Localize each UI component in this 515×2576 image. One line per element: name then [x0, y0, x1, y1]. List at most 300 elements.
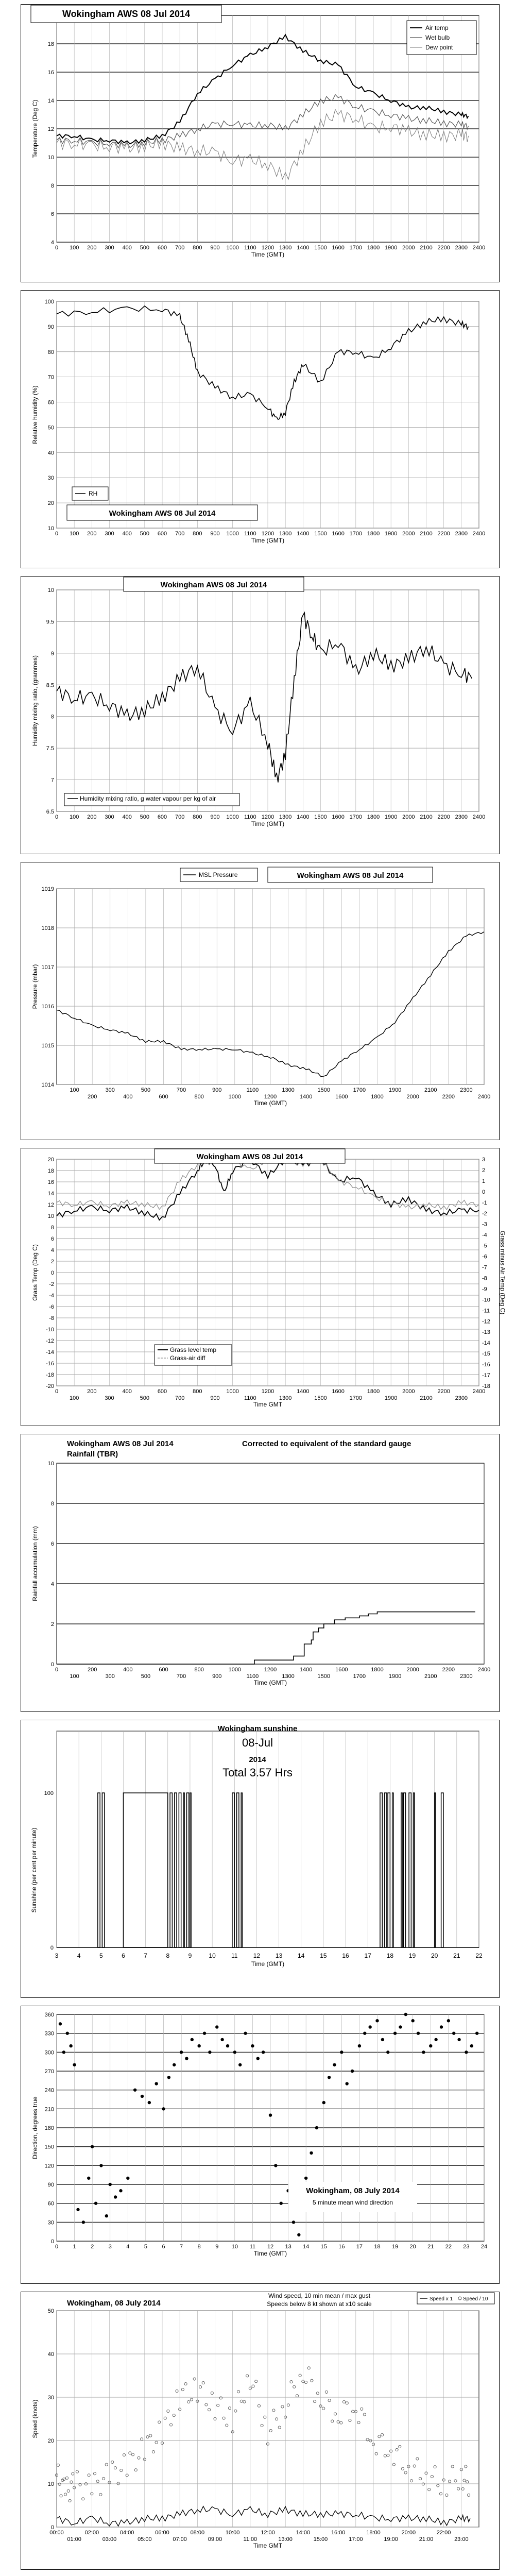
y-tick-label: 90	[47, 2182, 54, 2188]
x-tick-label: 13:00	[278, 2536, 293, 2543]
x-tick-label: 2200	[437, 1388, 450, 1395]
temperature-chart-panel	[0, 0, 515, 286]
x-tick-label: 100	[69, 1395, 79, 1401]
x-tick-label: 1300	[279, 531, 292, 537]
data-point	[358, 2044, 361, 2047]
x-tick-label: 1600	[335, 1094, 348, 1100]
x-tick-label: 1200	[261, 531, 274, 537]
y-tick-label: -10	[46, 1327, 54, 1333]
x-tick-label: 900	[210, 531, 220, 537]
x-tick-label: 0	[55, 2244, 59, 2250]
x-tick-label: 05:00	[138, 2536, 152, 2543]
x-tick-label: 300	[105, 245, 114, 251]
y-axis-label: Pressure (mbar)	[31, 964, 39, 1009]
x-tick-label: 2400	[477, 1667, 491, 1673]
x-tick-label: 600	[159, 1667, 168, 1673]
x-tick-label: 300	[105, 1673, 115, 1680]
x-tick-label: 04:00	[119, 2530, 134, 2536]
x-tick-label: 400	[122, 245, 132, 251]
x-tick-label: 1500	[317, 1673, 330, 1680]
data-point	[315, 2126, 318, 2129]
x-tick-label: 300	[105, 814, 114, 820]
y-tick-label: 16	[47, 1179, 54, 1185]
x-tick-label: 17:00	[349, 2536, 363, 2543]
chart-title: Wokingham AWS 08 Jul 2014	[160, 581, 267, 589]
y-tick-label: -8	[49, 1315, 54, 1321]
y-tick-label: 0	[50, 1270, 54, 1276]
y-tick-label: 18	[47, 41, 54, 47]
x-tick-label: 00:00	[49, 2530, 64, 2536]
x-tick-label: 700	[175, 531, 185, 537]
y-axis-label: Humidity mixing ratio, (grammes)	[31, 655, 39, 747]
y2-tick-label: -12	[482, 1318, 490, 1325]
y-tick-label: 4	[50, 1247, 54, 1253]
x-tick-label: 23:00	[454, 2536, 469, 2543]
chart-subtitle: Rainfall (TBR)	[67, 1450, 118, 1459]
data-point	[180, 2050, 183, 2054]
y-tick-label: -2	[49, 1281, 54, 1287]
x-tick-label: 1500	[314, 814, 327, 820]
data-point	[197, 2044, 200, 2047]
x-tick-label: 0	[55, 1667, 59, 1673]
y-tick-label: 300	[44, 2049, 54, 2056]
x-tick-label: 23	[463, 2244, 470, 2250]
data-point	[203, 2031, 206, 2035]
x-tick-label: 15	[320, 1952, 327, 1959]
x-tick-label: 1200	[264, 1667, 277, 1673]
y2-tick-label: -15	[482, 1351, 490, 1358]
x-tick-label: 2300	[455, 245, 468, 251]
x-tick-label: 01:00	[67, 2536, 81, 2543]
x-axis-label: Time (GMT)	[253, 1679, 287, 1686]
y-axis-label: Direction, degrees true	[31, 2096, 39, 2159]
data-point	[87, 2177, 90, 2180]
x-tick-label: 1600	[332, 1388, 345, 1395]
y-tick-label: 6.5	[46, 809, 54, 815]
data-point	[220, 2038, 224, 2041]
x-axis-label: Time (GMT)	[251, 251, 285, 258]
y2-tick-label: -3	[482, 1221, 487, 1228]
x-tick-label: 700	[176, 1673, 186, 1680]
chart-note: Speeds below 8 kt shown at x10 scale	[267, 2300, 372, 2308]
x-tick-label: 1600	[332, 814, 345, 820]
y-tick-label: 7.5	[46, 745, 54, 752]
data-point	[399, 2025, 402, 2028]
x-tick-label: 600	[157, 814, 167, 820]
x-tick-label: 1600	[332, 245, 345, 251]
data-point	[185, 2057, 188, 2060]
data-point	[375, 2019, 379, 2022]
y-tick-label: -4	[49, 1293, 54, 1299]
x-tick-label: 1500	[314, 245, 327, 251]
data-point	[91, 2145, 94, 2148]
x-tick-label: 400	[123, 1094, 133, 1100]
x-tick-label: 5	[144, 2244, 147, 2250]
x-tick-label: 10	[231, 2244, 238, 2250]
x-tick-label: 400	[122, 1388, 132, 1395]
x-tick-label: 2000	[402, 1388, 415, 1395]
y2-tick-label: -16	[482, 1362, 490, 1368]
relative-humidity-chart	[0, 286, 515, 572]
x-tick-label: 500	[140, 245, 150, 251]
data-point	[351, 2070, 354, 2073]
y2-tick-label: -7	[482, 1264, 487, 1271]
y2-axis-label: Grass minus Air Temp (Deg C)	[499, 1230, 506, 1315]
x-tick-label: 1	[73, 2244, 76, 2250]
chart-total: Total 3.57 Hrs	[222, 1766, 293, 1779]
chart-title: Wokingham AWS 08 Jul 2014	[196, 1153, 303, 1161]
data-point	[440, 2025, 443, 2028]
x-tick-label: 700	[175, 814, 185, 820]
x-tick-label: 1400	[299, 1094, 313, 1100]
x-tick-label: 1800	[367, 1388, 380, 1395]
x-tick-label: 8	[166, 1952, 170, 1959]
x-axis-label: Time GMT	[253, 1401, 283, 1408]
x-tick-label: 10:00	[225, 2530, 240, 2536]
y-tick-label: 60	[47, 2200, 54, 2207]
y-tick-label: 2	[50, 1259, 54, 1265]
x-tick-label: 22:00	[436, 2530, 451, 2536]
y-tick-label: 10	[47, 1461, 54, 1467]
temperature-chart	[0, 0, 515, 286]
chart-title: Wokingham sunshine	[217, 1724, 298, 1733]
x-tick-label: 14	[303, 2244, 310, 2250]
x-tick-label: 1700	[349, 1395, 363, 1401]
x-tick-label: 1400	[297, 531, 310, 537]
x-tick-label: 300	[105, 1395, 114, 1401]
x-tick-label: 1300	[282, 1087, 295, 1093]
x-tick-label: 16	[342, 1952, 349, 1959]
data-point	[76, 2208, 79, 2211]
x-tick-label: 6	[162, 2244, 165, 2250]
x-tick-label: 1000	[226, 1388, 239, 1395]
y-tick-label: 0	[50, 2524, 54, 2531]
x-tick-label: 2100	[424, 1087, 437, 1093]
data-point	[154, 2082, 158, 2085]
data-point	[470, 2044, 473, 2047]
data-point	[333, 2063, 336, 2066]
x-tick-label: 18	[386, 1952, 394, 1959]
x-axis-label: Time GMT	[253, 2542, 283, 2549]
plot-area	[57, 1463, 484, 1664]
x-tick-label: 0	[55, 531, 59, 537]
x-tick-label: 08:00	[190, 2530, 205, 2536]
y-tick-label: 1016	[41, 1004, 54, 1010]
y-axis-label: Speed (knots)	[31, 2399, 39, 2438]
x-tick-label: 500	[140, 814, 150, 820]
x-tick-label: 1800	[367, 814, 380, 820]
x-tick-label: 1800	[367, 245, 380, 251]
data-point	[109, 2183, 112, 2186]
x-tick-label: 1000	[226, 245, 239, 251]
chart-title: Wokingham AWS 08 Jul 2014	[297, 871, 404, 880]
chart-date: 08-Jul	[242, 1736, 273, 1749]
y2-tick-label: 3	[482, 1157, 486, 1163]
x-tick-label: 800	[194, 1667, 204, 1673]
y-tick-label: 6	[50, 211, 54, 217]
x-tick-label: 2000	[402, 245, 415, 251]
data-point	[280, 2201, 283, 2205]
y-tick-label: 0	[50, 1945, 54, 1951]
x-tick-label: 13	[285, 2244, 291, 2250]
y-tick-label: 120	[44, 2163, 54, 2170]
x-tick-label: 9	[188, 1952, 192, 1959]
x-tick-label: 24	[480, 2244, 488, 2250]
y-tick-label: 6	[50, 1236, 54, 1242]
y-tick-label: 1015	[41, 1043, 54, 1049]
x-tick-label: 400	[122, 814, 132, 820]
x-tick-label: 2000	[402, 531, 415, 537]
data-point	[62, 2050, 65, 2054]
y-tick-label: 100	[44, 1790, 54, 1797]
mixing-ratio-chart	[0, 572, 515, 858]
data-point	[69, 2044, 72, 2047]
x-tick-label: 1800	[371, 1667, 384, 1673]
x-tick-label: 1600	[332, 531, 345, 537]
data-point	[310, 2151, 313, 2155]
plot-area	[57, 1731, 479, 1947]
x-tick-label: 2400	[472, 814, 486, 820]
data-point	[322, 2101, 325, 2104]
x-tick-label: 1000	[228, 1094, 242, 1100]
x-tick-label: 1300	[279, 1395, 292, 1401]
x-axis-label: Time (GMT)	[251, 820, 285, 827]
x-tick-label: 100	[69, 245, 79, 251]
y-tick-label: 10	[47, 526, 54, 532]
x-tick-label: 11	[249, 2244, 256, 2250]
x-tick-label: 8	[197, 2244, 201, 2250]
y2-tick-label: -6	[482, 1253, 487, 1260]
data-point	[404, 2013, 407, 2016]
y-axis-label: Grass Temp (Deg C)	[31, 1244, 39, 1301]
data-point	[167, 2076, 170, 2079]
x-tick-label: 1700	[349, 531, 363, 537]
y-tick-label: 10	[47, 155, 54, 161]
x-tick-label: 1100	[246, 1673, 259, 1680]
y2-tick-label: 2	[482, 1167, 486, 1174]
x-tick-label: 900	[210, 245, 220, 251]
x-tick-label: 900	[212, 1673, 222, 1680]
y-tick-label: 10	[47, 1213, 54, 1219]
x-tick-label: 800	[193, 245, 202, 251]
data-point	[133, 2088, 136, 2091]
y-tick-label: 0	[50, 1662, 54, 1668]
y2-tick-label: -1	[482, 1199, 487, 1206]
x-tick-label: 14:00	[296, 2530, 311, 2536]
y-tick-label: 330	[44, 2030, 54, 2037]
x-tick-label: 2000	[406, 1094, 419, 1100]
y-tick-label: 20	[47, 1157, 54, 1163]
y-tick-label: 20	[47, 2438, 54, 2444]
y-tick-label: 12	[47, 126, 54, 132]
y-tick-label: 0	[50, 2239, 54, 2245]
y-tick-label: 8	[50, 183, 54, 189]
x-tick-label: 100	[69, 531, 79, 537]
y-tick-label: 7	[50, 777, 54, 784]
legend-label: Speed / 10	[463, 2296, 488, 2302]
data-point	[126, 2177, 129, 2180]
x-tick-label: 2400	[477, 1094, 491, 1100]
x-tick-label: 16:00	[331, 2530, 346, 2536]
legend-label: Grass level temp	[170, 1346, 217, 1353]
x-tick-label: 0	[55, 814, 59, 820]
x-tick-label: 3	[108, 2244, 112, 2250]
x-tick-label: 900	[212, 1087, 222, 1093]
x-tick-label: 400	[122, 531, 132, 537]
x-tick-label: 1300	[279, 245, 292, 251]
data-point	[141, 2095, 144, 2098]
chart-note: Corrected to equivalent of the standard gauge	[242, 1439, 411, 1448]
x-tick-label: 5	[99, 1952, 103, 1959]
x-tick-label: 21	[427, 2244, 434, 2250]
data-point	[262, 2050, 265, 2054]
y2-tick-label: -13	[482, 1329, 490, 1336]
y2-tick-label: -11	[482, 1308, 490, 1314]
x-tick-label: 1500	[314, 1395, 327, 1401]
x-tick-label: 19	[391, 2244, 399, 2250]
data-point	[191, 2038, 194, 2041]
x-tick-label: 0	[55, 1388, 59, 1395]
y-tick-label: 8	[50, 1225, 54, 1231]
x-tick-label: 1100	[244, 1395, 256, 1401]
x-tick-label: 10	[209, 1952, 216, 1959]
y-axis-label: Relative humidity (%)	[31, 385, 39, 444]
y-tick-label: 14	[47, 1191, 54, 1197]
data-point	[452, 2031, 455, 2035]
x-tick-label: 500	[141, 1673, 151, 1680]
x-tick-label: 6	[122, 1952, 125, 1959]
x-tick-label: 14	[298, 1952, 305, 1959]
y-tick-label: 150	[44, 2144, 54, 2150]
y-tick-label: 10	[47, 587, 54, 594]
x-tick-label: 800	[193, 531, 202, 537]
x-tick-label: 20	[431, 1952, 438, 1959]
wind-speed-chart-panel	[0, 2287, 515, 2573]
x-tick-label: 600	[159, 1094, 168, 1100]
data-point	[73, 2063, 76, 2066]
x-tick-label: 2200	[442, 1667, 455, 1673]
x-tick-label: 12	[253, 1952, 261, 1959]
x-axis-label: Time (GMT)	[253, 1099, 287, 1107]
data-point	[244, 2031, 247, 2035]
wind-speed-chart	[0, 2287, 515, 2573]
y-tick-label: 210	[44, 2106, 54, 2113]
x-tick-label: 2400	[472, 531, 486, 537]
x-tick-label: 2100	[424, 1673, 437, 1680]
x-tick-label: 2300	[455, 1395, 468, 1401]
chart-title: Wokingham, 08 July 2014	[306, 2187, 400, 2195]
x-tick-label: 1700	[349, 245, 363, 251]
data-point	[119, 2189, 122, 2192]
x-axis-label: Time (GMT)	[251, 1960, 285, 1968]
y-tick-label: -12	[46, 1338, 54, 1344]
x-axis-label: Time (GMT)	[253, 2250, 287, 2257]
x-tick-label: 2100	[420, 531, 433, 537]
data-point	[256, 2057, 260, 2060]
x-tick-label: 2200	[437, 245, 450, 251]
x-tick-label: 2000	[402, 814, 415, 820]
x-tick-label: 12:00	[261, 2530, 275, 2536]
y-tick-label: 40	[47, 450, 54, 456]
x-tick-label: 1000	[226, 531, 239, 537]
x-tick-label: 11:00	[243, 2536, 258, 2543]
x-tick-label: 100	[70, 1673, 79, 1680]
humidity-chart-panel	[0, 286, 515, 572]
wind-direction-chart	[0, 2002, 515, 2287]
x-tick-label: 1400	[297, 1388, 310, 1395]
data-point	[411, 2019, 414, 2022]
x-tick-label: 4	[77, 1952, 81, 1959]
y-tick-label: -14	[46, 1349, 54, 1355]
x-tick-label: 7	[144, 1952, 147, 1959]
x-tick-label: 1100	[244, 531, 256, 537]
y-tick-label: 1017	[41, 964, 54, 971]
x-tick-label: 2300	[455, 531, 468, 537]
x-tick-label: 1600	[335, 1667, 348, 1673]
x-tick-label: 300	[105, 1087, 115, 1093]
data-point	[162, 2107, 165, 2110]
y2-tick-label: -5	[482, 1243, 487, 1249]
x-tick-label: 1200	[264, 1094, 277, 1100]
data-point	[114, 2195, 117, 2198]
pressure-chart	[0, 858, 515, 1144]
x-tick-label: 2200	[437, 814, 450, 820]
y2-tick-label: -9	[482, 1286, 487, 1293]
x-tick-label: 500	[140, 1395, 150, 1401]
x-tick-label: 900	[210, 814, 220, 820]
x-tick-label: 200	[87, 245, 97, 251]
data-point	[465, 2050, 468, 2054]
x-tick-label: 200	[87, 531, 97, 537]
legend-label: Air temp	[425, 24, 449, 31]
y-tick-label: 1014	[41, 1082, 54, 1088]
y2-tick-label: -18	[482, 1383, 490, 1389]
x-tick-label: 09:00	[208, 2536, 222, 2543]
chart-year: 2014	[249, 1755, 266, 1764]
y-tick-label: 30	[47, 2395, 54, 2401]
x-tick-label: 1900	[384, 245, 398, 251]
x-tick-label: 2000	[406, 1667, 419, 1673]
x-tick-label: 1900	[388, 1087, 402, 1093]
x-tick-label: 13	[275, 1952, 283, 1959]
x-tick-label: 200	[87, 814, 97, 820]
x-tick-label: 100	[69, 814, 79, 820]
x-tick-label: 1400	[299, 1667, 313, 1673]
y-tick-label: 50	[47, 425, 54, 431]
x-tick-label: 15	[320, 2244, 327, 2250]
x-tick-label: 2400	[472, 1388, 486, 1395]
x-tick-label: 1700	[353, 1087, 366, 1093]
x-tick-label: 1200	[261, 245, 274, 251]
data-point	[59, 2022, 62, 2025]
x-tick-label: 2200	[437, 531, 450, 537]
x-tick-label: 2400	[472, 245, 486, 251]
x-tick-label: 1800	[371, 1094, 384, 1100]
y-tick-label: 270	[44, 2069, 54, 2075]
y-tick-label: 9	[50, 650, 54, 657]
x-tick-label: 800	[193, 1388, 202, 1395]
x-tick-label: 2200	[442, 1094, 455, 1100]
x-tick-label: 3	[55, 1952, 59, 1959]
y-tick-label: 240	[44, 2087, 54, 2094]
x-tick-label: 1900	[388, 1673, 402, 1680]
x-tick-label: 4	[126, 2244, 130, 2250]
data-point	[148, 2101, 151, 2104]
y-tick-label: 70	[47, 374, 54, 381]
data-point	[457, 2038, 460, 2041]
legend-label: Dew point	[425, 44, 453, 51]
data-point	[292, 2221, 295, 2224]
